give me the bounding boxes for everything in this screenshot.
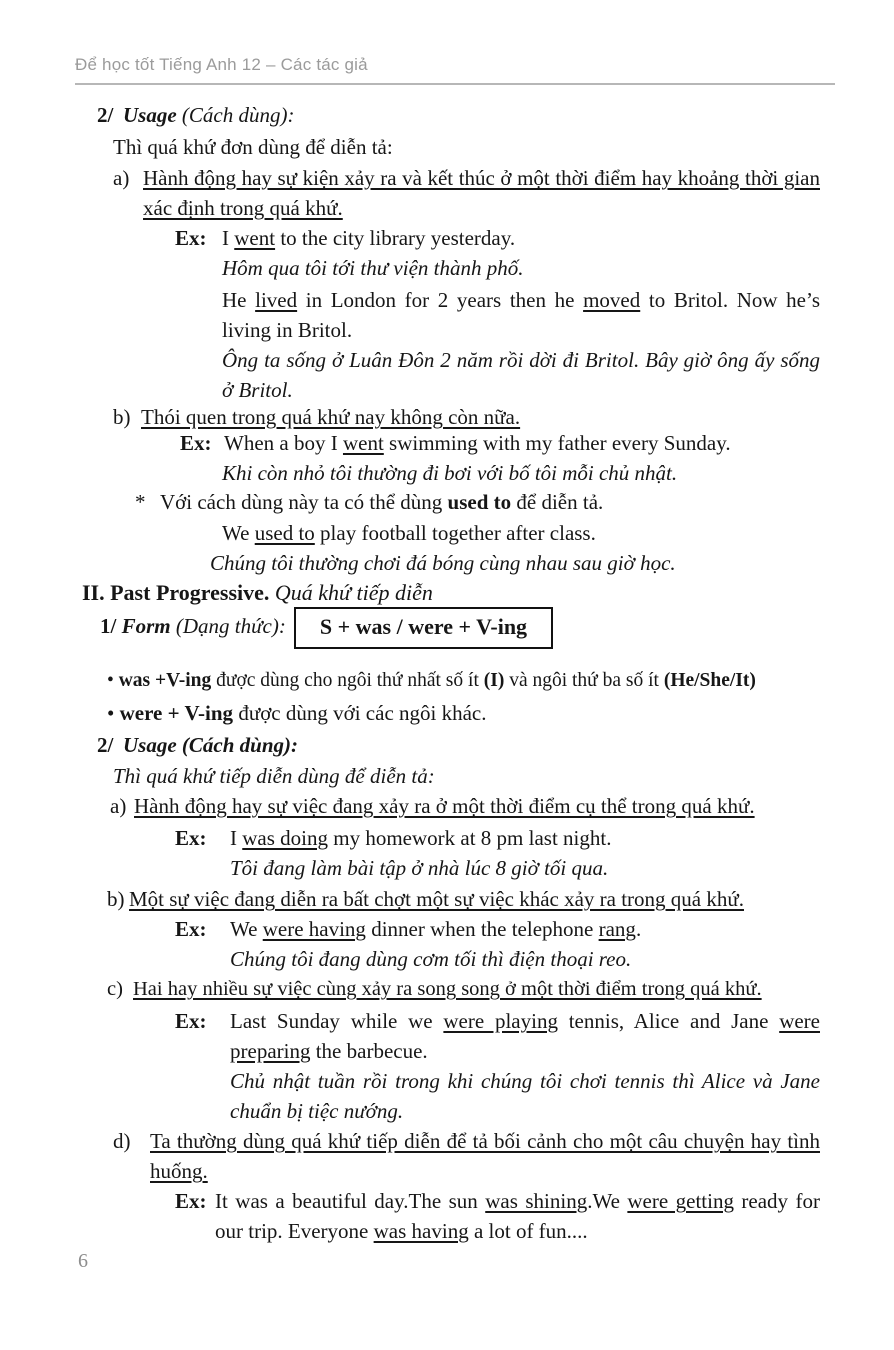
text-segment: lived	[255, 288, 298, 312]
text-segment: và ngôi thứ ba số ít	[504, 670, 664, 692]
usage-item-c-past-progressive	[107, 974, 820, 1004]
item-label: Ex:	[175, 1189, 207, 1214]
text-segment: the barbecue.	[310, 1039, 428, 1064]
text-segment: Ta thường dùng quá khứ tiếp diễn để tả bối cảnh cho một câu chuyện hay tình huống.	[150, 1129, 820, 1184]
document-body	[0, 100, 820, 1246]
text-segment: Thói quen trong quá khứ nay không còn nữa.	[141, 405, 521, 429]
text-segment: Last Sunday while we	[230, 1009, 444, 1034]
text-segment: Ông ta sống ở Luân Đôn 2 năm rồi dời đi Britol. Bây giờ ông ấy sống ở Britol.	[222, 348, 820, 402]
item-label: Ex:	[175, 226, 207, 250]
text-segment: was doing	[242, 826, 328, 851]
item-label: 2/	[97, 103, 114, 127]
text-segment: Cách dùng	[188, 733, 285, 758]
translation-line	[230, 944, 820, 974]
intro-line-past-progressive	[113, 761, 820, 791]
translation-line	[222, 253, 820, 283]
example-line	[180, 428, 820, 458]
item-label: Ex:	[175, 1009, 207, 1034]
usage-heading-past-progressive	[97, 730, 820, 760]
text-segment: was shining	[485, 1189, 588, 1214]
text-segment: used to	[254, 521, 315, 545]
text-segment: ):	[284, 733, 299, 758]
text-segment: Hành động hay sự kiện xảy ra và kết thúc ở một thời điểm hay khoảng thời gian xác định trong quá khứ.	[143, 166, 820, 220]
text-segment: my homework at 8 pm last night.	[328, 826, 612, 851]
text-segment: Chúng tôi thường chơi đá bóng cùng nhau sau giờ học.	[210, 551, 676, 575]
item-label: a)	[113, 166, 130, 190]
text-segment: went	[342, 431, 384, 455]
form-formula-box: S + was / were + V-ing	[294, 607, 553, 649]
note-used-to	[135, 487, 820, 517]
text-segment: .We	[587, 1189, 628, 1214]
bullet-was-ving	[107, 666, 820, 696]
text-segment: (I)	[483, 670, 505, 692]
text-segment: rang	[598, 917, 636, 942]
example-line	[175, 223, 820, 253]
item-label: d)	[113, 1129, 131, 1154]
text-segment: moved	[583, 288, 641, 312]
text-segment: Thì quá khứ đơn dùng để diễn tả:	[113, 135, 393, 159]
text-segment: He	[222, 288, 256, 312]
text-segment: •	[107, 701, 120, 726]
text-segment: Usage (	[123, 733, 189, 758]
text-segment: It was a beautiful day.The sun	[215, 1189, 486, 1214]
text-segment: Hôm qua tôi tới thư viện thành phố.	[222, 256, 524, 280]
text-segment: Với cách dùng này ta có thể dùng	[160, 490, 448, 514]
text-segment: Usage	[123, 103, 177, 127]
text-segment: to Britol. Now he’s living in Britol.	[222, 288, 820, 342]
example-line	[175, 1006, 820, 1066]
text-segment: were preparing	[230, 1009, 820, 1064]
usage-item-a-past-simple	[113, 163, 820, 223]
text-segment: went	[234, 226, 276, 250]
text-segment: (Cách dùng):	[176, 103, 295, 127]
item-label: 2/	[97, 733, 114, 758]
item-label: Ex:	[175, 826, 207, 851]
page-number: 6	[78, 1250, 88, 1272]
form-line-past-progressive	[100, 604, 820, 649]
translation-line	[222, 345, 820, 405]
item-label: b)	[107, 887, 125, 912]
text-segment: was +V-ing	[118, 670, 212, 692]
item-label: c)	[107, 978, 123, 1001]
translation-line	[210, 548, 820, 578]
text-segment: (He/She/It)	[663, 670, 756, 692]
text-segment: Chủ nhật tuần rồi trong khi chúng tôi chơi tennis thì Alice và Jane chuẩn bị tiệc nướng.	[230, 1069, 820, 1124]
text-segment: Quá khứ tiếp diễn	[274, 580, 433, 605]
text-segment: to the city library yesterday.	[275, 226, 516, 250]
example-line	[222, 518, 820, 548]
text-segment: để diễn tả.	[511, 490, 604, 514]
usage-item-d-past-progressive	[113, 1126, 820, 1186]
intro-line-past-simple	[113, 132, 820, 162]
item-label: b)	[113, 405, 131, 429]
text-segment: Form	[121, 614, 171, 638]
text-segment: I	[230, 826, 243, 851]
text-segment: .	[635, 917, 642, 942]
text-segment: a lot of fun....	[468, 1219, 588, 1244]
text-segment: 1/	[100, 614, 122, 638]
text-segment: were getting	[627, 1189, 734, 1214]
text-segment: (Dạng thức):	[170, 614, 286, 638]
text-segment: được dùng cho ngôi thứ nhất số ít	[211, 670, 484, 692]
example-line	[222, 285, 820, 345]
usage-item-a-past-progressive	[110, 791, 820, 821]
text-segment: were playing	[443, 1009, 558, 1034]
text-segment: được dùng với các ngôi khác.	[233, 701, 487, 726]
bullet-were-ving	[107, 698, 820, 728]
text-segment: •	[107, 670, 119, 692]
text-segment: Một sự việc đang diễn ra bất chợt một sự việc khác xảy ra trong quá khứ.	[129, 887, 744, 912]
text-segment: dinner when the telephone	[365, 917, 599, 942]
text-segment: II. Past Progressive.	[82, 580, 270, 605]
text-segment: tennis, Alice and Jane	[557, 1009, 780, 1034]
text-segment: We	[230, 917, 263, 942]
translation-line	[230, 1066, 820, 1126]
text-segment: swimming with my father every Sunday.	[383, 431, 731, 455]
text-segment: Khi còn nhỏ tôi thường đi bơi với bố tôi mỗi chủ nhật.	[222, 461, 678, 485]
text-segment: When a boy I	[224, 431, 343, 455]
usage-item-b-past-progressive	[107, 884, 820, 914]
example-line	[175, 823, 820, 853]
text-segment: ready for our trip. Everyone	[215, 1189, 821, 1244]
text-segment: were having	[262, 917, 366, 942]
item-label: Ex:	[175, 917, 207, 942]
text-segment: in London for 2 years then he	[297, 288, 584, 312]
text-segment: I	[222, 226, 235, 250]
example-line	[175, 914, 820, 944]
text-segment: Hai hay nhiều sự việc cùng xảy ra song song ở một thời điểm trong quá khứ.	[133, 978, 762, 1001]
text-segment: were + V-ing	[119, 701, 234, 726]
translation-line	[222, 458, 820, 488]
text-segment: Chúng tôi đang dùng cơm tối thì điện thoại reo.	[230, 947, 632, 972]
usage-heading-past-simple	[97, 100, 820, 130]
text-segment: We	[222, 521, 255, 545]
item-label: a)	[110, 794, 127, 819]
item-label: Ex:	[180, 431, 212, 455]
text-segment: Thì quá khứ tiếp diễn dùng để diễn tả:	[113, 764, 435, 789]
item-label: *	[135, 490, 146, 514]
translation-line	[230, 853, 820, 883]
text-segment: Tôi đang làm bài tập ở nhà lúc 8 giờ tối qua.	[230, 856, 609, 881]
text-segment: play football together after class.	[314, 521, 596, 545]
example-line	[175, 1186, 820, 1246]
running-header-title: Để học tốt Tiếng Anh 12 – Các tác giả	[75, 55, 835, 85]
text-segment: was having	[373, 1219, 469, 1244]
text-segment: used to	[447, 490, 512, 514]
text-segment: Hành động hay sự việc đang xảy ra ở một thời điểm cụ thể trong quá khứ.	[134, 794, 755, 819]
